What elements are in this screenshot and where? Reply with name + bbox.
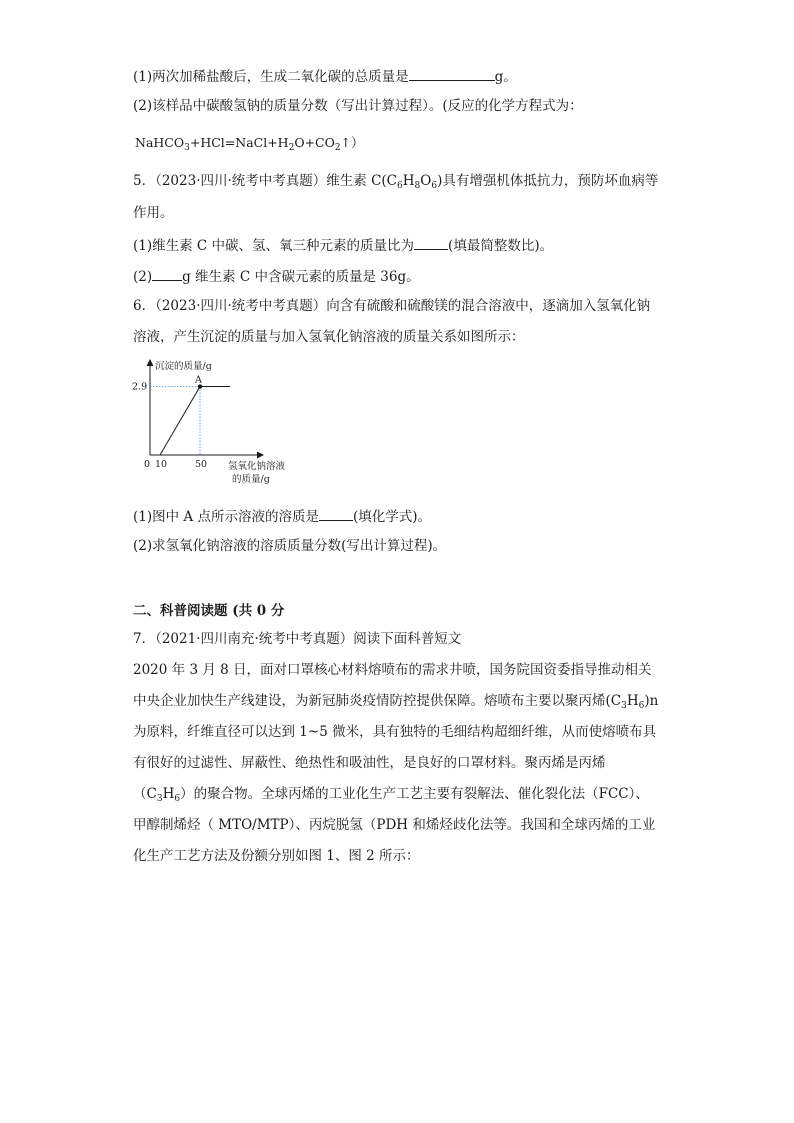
- x-tick-label: 10: [155, 459, 168, 470]
- series-line-segment: [160, 387, 200, 455]
- x-axis-label-line2: 的质量/g: [232, 474, 270, 485]
- y-axis-label: 沉淀的质量/g: [155, 361, 212, 372]
- formula-subscript: 6: [638, 701, 645, 711]
- eq-part: NaHCO: [135, 135, 185, 150]
- q5-head-part: )具有增强机体抵抗力，预防坏血病等: [437, 173, 659, 189]
- q6-head-line2: 溶液，产生沉淀的质量与加入氢氧化钠溶液的质量关系如图所示：: [133, 329, 525, 345]
- q5-part1-suffix: (填最简整数比)。: [448, 238, 554, 254]
- q4-part1-prefix: (1)两次加稀盐酸后，生成二氧化碳的总质量是: [133, 69, 409, 85]
- chemical-equation: [135, 134, 364, 152]
- q7-head: 7．（2021·四川南充·统考中考真题）阅读下面科普短文: [133, 631, 462, 647]
- x-axis-label-line1: 氢氧化钠溶液: [228, 461, 286, 472]
- q7-paragraph-line: 2020 年 3 月 8 日，面对口罩核心材料熔喷布的需求井喷，国务院国资委指导推动相关: [133, 662, 652, 678]
- q7-text: H: [162, 786, 175, 802]
- q5-head-part: H: [402, 173, 415, 189]
- q5-head-line2: 作用。: [133, 205, 174, 221]
- q7-text: 中央企业加快生产线建设，为新冠肺炎疫情防控提供保障。熔喷布主要以聚丙烯(C: [133, 693, 622, 709]
- q6-head-line1: 6．（2023·四川·统考中考真题）向含有硫酸和硫酸镁的混合溶液中，逐滴加入氢氧化钠: [133, 298, 651, 314]
- origin-label: 0: [144, 459, 151, 470]
- q4-part1-suffix: g。: [494, 69, 517, 85]
- formula-subscript: 6: [174, 794, 181, 804]
- q5-part2: [133, 266, 420, 286]
- point-a-label: A: [195, 374, 202, 386]
- formula-subscript: 6: [431, 181, 438, 191]
- q6-part1-suffix: (填化学式)。: [352, 509, 432, 525]
- q5-part2-prefix: (2): [133, 269, 153, 285]
- y-tick-label: 2.9: [132, 381, 148, 393]
- answer-blank[interactable]: [319, 506, 353, 521]
- q5-part2-suffix: g 维生素 C 中含碳元素的质量是 36g。: [182, 269, 420, 285]
- precipitate-chart: [128, 355, 328, 490]
- q6-part1-prefix: (1)图中 A 点所示溶液的溶质是: [133, 509, 319, 525]
- q5-head-part: O: [420, 173, 432, 189]
- q7-paragraph-line: [133, 785, 649, 803]
- q7-paragraph-line: [133, 692, 658, 710]
- answer-blank[interactable]: [409, 66, 495, 81]
- q7-paragraph-line: 有很好的过滤性、屏蔽性、绝热性和吸油性，是良好的口罩材料。聚丙烯是丙烯: [133, 755, 606, 771]
- q5-head: [133, 172, 658, 190]
- x-tick-label: 50: [195, 459, 208, 470]
- eq-subscript: 2: [288, 143, 295, 153]
- q6-part1: [133, 506, 431, 526]
- eq-part: ↑）: [340, 135, 364, 150]
- eq-subscript: 2: [334, 143, 341, 153]
- q4-part2: (2)该样品中碳酸氢钠的质量分数（写出计算过程）。(反应的化学方程式为：: [133, 98, 583, 114]
- eq-subscript: 3: [184, 143, 190, 153]
- q7-text: ）的聚合物。全球丙烯的工业化生产工艺主要有裂解法、催化裂化法（FCC）、: [180, 786, 649, 802]
- q5-part1-prefix: (1)维生素 C 中碳、氢、氧三种元素的质量比为: [133, 238, 415, 254]
- q7-text: （C: [133, 786, 157, 802]
- answer-blank[interactable]: [414, 235, 448, 250]
- formula-subscript: 3: [156, 794, 163, 804]
- answer-blank[interactable]: [152, 266, 182, 281]
- q7-paragraph-line: 化生产工艺方法及份额分别如图 1、图 2 所示：: [133, 848, 420, 864]
- section-title: 二、科普阅读题 (共 0 分: [133, 603, 285, 619]
- q7-text: H: [626, 693, 639, 709]
- q4-part1: [133, 66, 517, 86]
- q7-paragraph-line: 为原料，纤维直径可以达到 1~5 微米，具有独特的毛细结构超细纤维，从而使熔喷布具: [133, 724, 657, 740]
- q7-paragraph-line: 甲醇制烯烃（ MTO/MTP）、丙烷脱氢（PDH 和烯烃歧化法等。我国和全球丙烯的工业: [133, 817, 656, 833]
- formula-subscript: 3: [621, 701, 627, 711]
- q5-head-part: 5．（2023·四川·统考中考真题）维生素 C(C: [133, 173, 397, 189]
- q6-part2: (2)求氢氧化钠溶液的溶质质量分数(写出计算过程)。: [133, 538, 447, 554]
- q7-text: )n: [644, 693, 659, 709]
- eq-part: O+CO: [294, 135, 335, 150]
- formula-subscript: 6: [397, 181, 403, 191]
- q5-part1: [133, 235, 553, 255]
- formula-subscript: 8: [414, 181, 421, 191]
- eq-part: +HCl=NaCl+H: [189, 135, 289, 150]
